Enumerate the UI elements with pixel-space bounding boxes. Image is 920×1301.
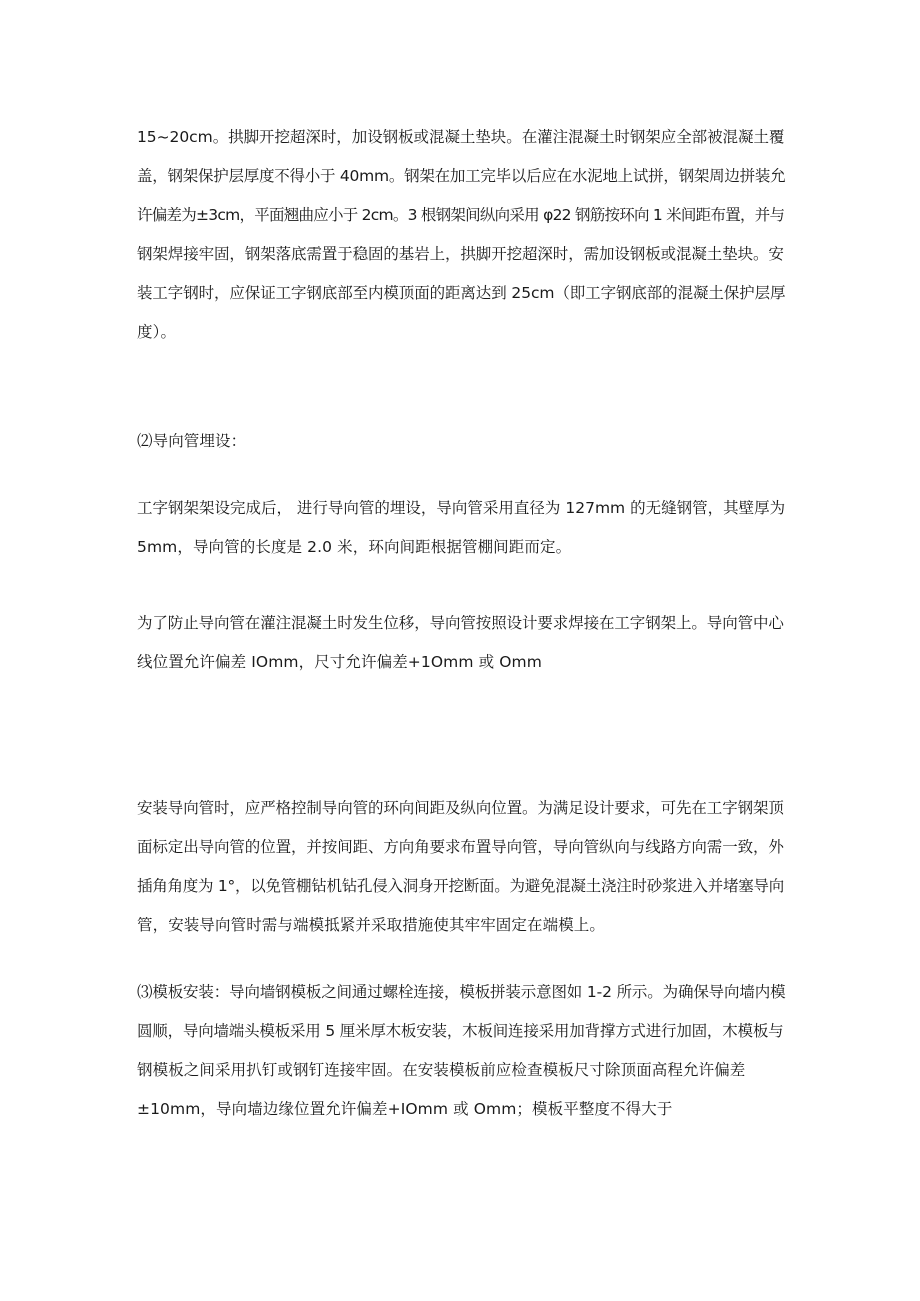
text-line: 圆顺，导向墙端头模板采用 5 厘米厚木板安装，木板间连接采用加背撑方式进行加固，木模板与 bbox=[137, 1022, 784, 1040]
text-line: ⑶模板安装：导向墙钢模板之间通过螺栓连接，模板拼装示意图如 1-2 所示。为确保导向墙内模 bbox=[137, 983, 786, 1001]
paragraph-guide-pipe-welding bbox=[137, 604, 785, 682]
text-line: 许偏差为±3cm，平面翘曲应小于 2cm。3 根钢架间纵向采用 φ22 钢筋按环向 1 米间距布置，并与 bbox=[137, 206, 785, 224]
text-line: 度）。 bbox=[137, 323, 177, 341]
paragraph-steel-frame-installation bbox=[137, 118, 785, 352]
text-line: 安装导向管时，应严格控制导向管的环向间距及纵向位置。为满足设计要求，可先在工字钢架顶 bbox=[137, 799, 784, 817]
text-line: 5mm，导向管的长度是 2.0 米，环向间距根据管棚间距而定。 bbox=[137, 538, 572, 556]
text-line: 线位置允许偏差 IOmm，尺寸允许偏差+1Omm 或 Omm bbox=[137, 653, 542, 671]
text-line: 盖，钢架保护层厚度不得小于 40mm。钢架在加工完毕以后应在水泥地上试拼，钢架周边拼装允 bbox=[137, 167, 786, 185]
paragraph-guide-pipe-installation bbox=[137, 789, 785, 945]
text-line: ⑵导向管埋设： bbox=[137, 432, 247, 450]
text-line: 钢架焊接牢固，钢架落底需置于稳固的基岩上，拱脚开挖超深时，需加设钢板或混凝土垫块。安 bbox=[137, 245, 784, 263]
text-line: 为了防止导向管在灌注混凝土时发生位移，导向管按照设计要求焊接在工字钢架上。导向管中心 bbox=[137, 614, 784, 632]
text-line: ±10mm，导向墙边缘位置允许偏差+IOmm 或 Omm；模板平整度不得大于 bbox=[137, 1100, 673, 1118]
text-line: 工字钢架架设完成后， 进行导向管的埋设，导向管采用直径为 127mm 的无缝钢管，其壁厚为 bbox=[137, 499, 786, 517]
text-line: 管，安装导向管时需与端模抵紧并采取措施使其牢牢固定在端模上。 bbox=[137, 916, 606, 934]
text-line: 装工字钢时，应保证工字钢底部至内模顶面的距离达到 25cm（即工字钢底部的混凝土保护层厚 bbox=[137, 284, 786, 302]
paragraph-formwork-installation bbox=[137, 973, 785, 1129]
text-line: 插角角度为 1°，以免管棚钻机钻孔侵入洞身开挖断面。为避免混凝土浇注时砂浆进入并堵塞导向 bbox=[137, 877, 785, 895]
text-line: 钢模板之间采用扒钉或钢钉连接牢固。在安装模板前应检查模板尺寸除顶面高程允许偏差 bbox=[137, 1061, 746, 1079]
paragraph-guide-pipe-embedding bbox=[137, 489, 785, 567]
text-line: 面标定出导向管的位置，并按间距、方向角要求布置导向管，导向管纵向与线路方向需一致，外 bbox=[137, 838, 784, 856]
text-line: 15~20cm。拱脚开挖超深时，加设钢板或混凝土垫块。在灌注混凝土时钢架应全部被混凝土覆 bbox=[137, 128, 785, 146]
section-heading-guide-pipe bbox=[137, 422, 785, 461]
